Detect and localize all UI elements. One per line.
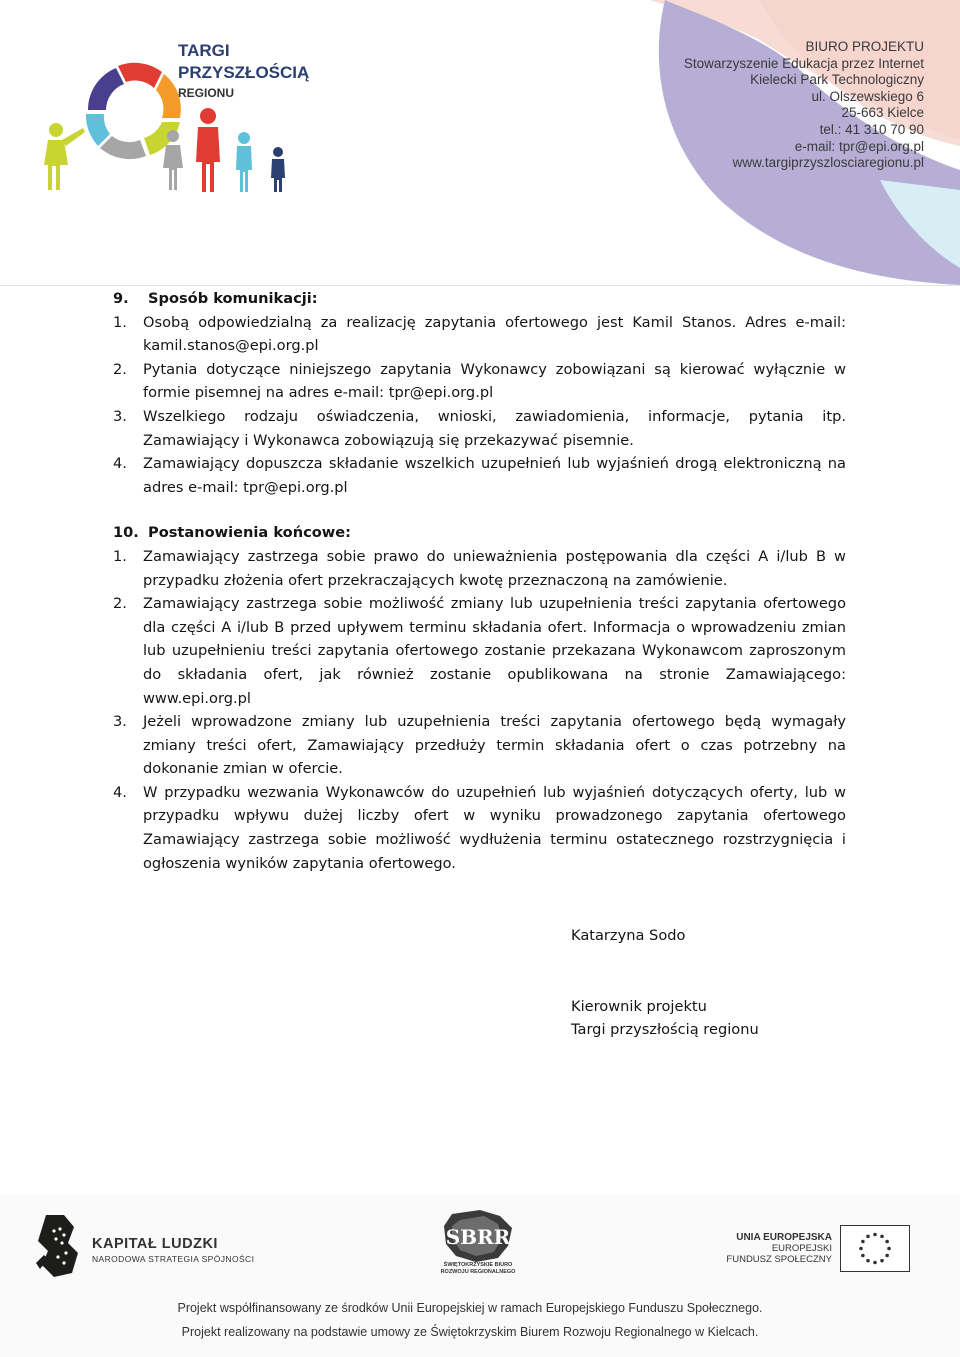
item-text: Jeżeli wprowadzone zmiany lub uzupełnienia treści zapytania ofertowego będą wymagały zmiany treści ofert, Zamawiający przedłuży termin składania ofert o czas potrzebny na dokonanie zmian w ofercie.: [143, 713, 846, 778]
list-item: [113, 358, 846, 405]
item-text: W przypadku wezwania Wykonawców do uzupełnień lub wyjaśnień dotyczących oferty, lub w przypadku wpływu dużej liczby ofert w wyniku prowadzonego zapytania ofertowego Zamawiający zastrzega sobie możliwość wydłużenia terminu ostatecznego rozstrzygnięcia i ogłoszenia wyników zapytania ofertowego.: [143, 783, 846, 872]
section-number: 9.: [113, 290, 129, 307]
item-number: 1.: [113, 313, 127, 331]
document-body: [113, 287, 846, 875]
sbrr-caption: ŚWIĘTOKRZYSKIE BIURO ROZWOJU REGIONALNEGO: [440, 1262, 516, 1275]
eu-star-icon: [885, 1240, 889, 1244]
office-line: Kielecki Park Technologiczny: [750, 72, 924, 88]
header-divider: [0, 285, 960, 286]
section-title: Postanowienia końcowe:: [148, 524, 351, 542]
list-item: [113, 311, 846, 358]
logo-line-2: PRZYSZŁOŚCIĄ: [178, 63, 310, 82]
office-line: Stowarzyszenie Edukacja przez Internet: [683, 55, 924, 71]
project-office-address: [684, 39, 924, 172]
eu-star-icon: [873, 1233, 877, 1237]
item-number: 2.: [113, 360, 127, 378]
eu-star-icon: [866, 1235, 870, 1239]
item-number: 3.: [113, 713, 127, 731]
list-item: [113, 592, 846, 710]
signature-spacer: [571, 948, 759, 995]
list-item: [113, 452, 846, 499]
eu-line-3: FUNDUSZ SPOŁECZNY: [726, 1254, 832, 1265]
eu-line-2: EUROPEJSKI: [771, 1243, 832, 1254]
signatory-role: Kierownik projektu: [571, 997, 707, 1015]
item-number: 4.: [113, 783, 127, 801]
list-item: [113, 405, 846, 452]
list-item: [113, 710, 846, 781]
eu-star-icon: [873, 1261, 877, 1265]
eu-star-icon: [866, 1259, 870, 1263]
section-number: 10.: [113, 524, 139, 542]
list-item: [113, 545, 846, 592]
section-heading: [113, 287, 846, 311]
section-spacer: [113, 499, 846, 521]
item-text: Osobą odpowiedzialną za realizację zapytania ofertowego jest Kamil Stanos. Adres e-mail: kamil.stanos@epi.org.pl: [143, 313, 846, 355]
eu-star-icon: [861, 1254, 865, 1258]
item-text: Zamawiający zastrzega sobie możliwość zmiany lub uzupełnienia treści zapytania ofertowego dla części A i/lub B przed upływem terminu składania ofert. Informacja o wprowadzeniu zmian lub uzupełnieniu treści zapytania ofertowego zostanie przekazana Wykonawcom zaproszonym do składania ofert, jak również zostanie opublikowana na stronie Zamawiającego: www.epi.org.pl: [143, 595, 846, 707]
sbrr-logo-text: SBRR: [445, 1225, 511, 1249]
eu-star-icon: [880, 1259, 884, 1263]
signatory-project: Targi przyszłością regionu: [571, 1021, 759, 1039]
kapital-ludzki-subtitle: NARODOWA STRATEGIA SPÓJNOŚCI: [92, 1254, 255, 1264]
office-website[interactable]: www.targiprzyszlosciaregionu.pl: [732, 155, 924, 171]
signatory-name: Katarzyna Sodo: [571, 927, 686, 944]
section-title: Sposób komunikacji:: [148, 290, 318, 307]
item-number: 4.: [113, 455, 127, 473]
kapital-ludzki-text: [92, 1236, 254, 1264]
item-number: 3.: [113, 407, 127, 425]
signature-block: [571, 924, 759, 1042]
eu-text: [726, 1232, 832, 1265]
item-number: 1.: [113, 547, 127, 565]
logo-wordmark: [178, 40, 309, 104]
item-text: Wszelkiego rodzaju oświadczenia, wnioski, zawiadomienia, informacje, pytania itp. Zamawiający i Wykonawca zobowiązują się przekazywać pisemnie.: [143, 407, 846, 449]
logo-line-1: TARGI: [178, 41, 230, 60]
cofinancing-note: Projekt współfinansowany ze środków Unii Europejskiej w ramach Europejskiego Funduszu Społecznego.: [177, 1301, 763, 1315]
eu-star-icon: [880, 1235, 884, 1239]
office-line: 25-663 Kielce: [841, 105, 924, 121]
office-line: BIURO PROJEKTU: [805, 39, 924, 54]
item-text: Zamawiający dopuszcza składanie wszelkich uzupełnień lub wyjaśnień drogą elektroniczną na adres e-mail: tpr@epi.org.pl: [143, 455, 846, 496]
item-number: 2.: [113, 595, 127, 613]
sbrr-logo-icon: [440, 1208, 516, 1264]
office-line: tel.: 41 310 70 90: [819, 121, 924, 137]
office-line: ul. Olszewskiego 6: [811, 88, 924, 104]
kapital-ludzki-title: KAPITAŁ LUDZKI: [92, 1236, 218, 1252]
logo-line-3: REGIONU: [178, 86, 235, 100]
eu-star-icon: [859, 1247, 863, 1251]
eu-star-icon: [861, 1240, 865, 1244]
kapital-ludzki-logo-icon: [34, 1213, 84, 1279]
office-email[interactable]: e-mail: tpr@epi.org.pl: [794, 138, 924, 154]
eu-star-icon: [887, 1247, 891, 1251]
item-text: Zamawiający zastrzega sobie prawo do unieważnienia postępowania dla części A i/lub B w przypadku złożenia ofert przekraczających kwotę przeznaczoną na zamówienie.: [143, 547, 846, 589]
eu-flag-icon: [840, 1225, 910, 1272]
item-text: Pytania dotyczące niniejszego zapytania Wykonawcy zobowiązani są kierować wyłącznie w formie pisemnej na adres e-mail: tpr@epi.org.pl: [143, 360, 846, 402]
eu-line-1: UNIA EUROPEJSKA: [736, 1232, 832, 1243]
agreement-note: Projekt realizowany na podstawie umowy ze Świętokrzyskim Biurem Rozwoju Regionalnego w Kielcach.: [181, 1325, 759, 1339]
eu-star-icon: [885, 1254, 889, 1258]
section-heading: [113, 521, 846, 545]
list-item: [113, 781, 846, 875]
